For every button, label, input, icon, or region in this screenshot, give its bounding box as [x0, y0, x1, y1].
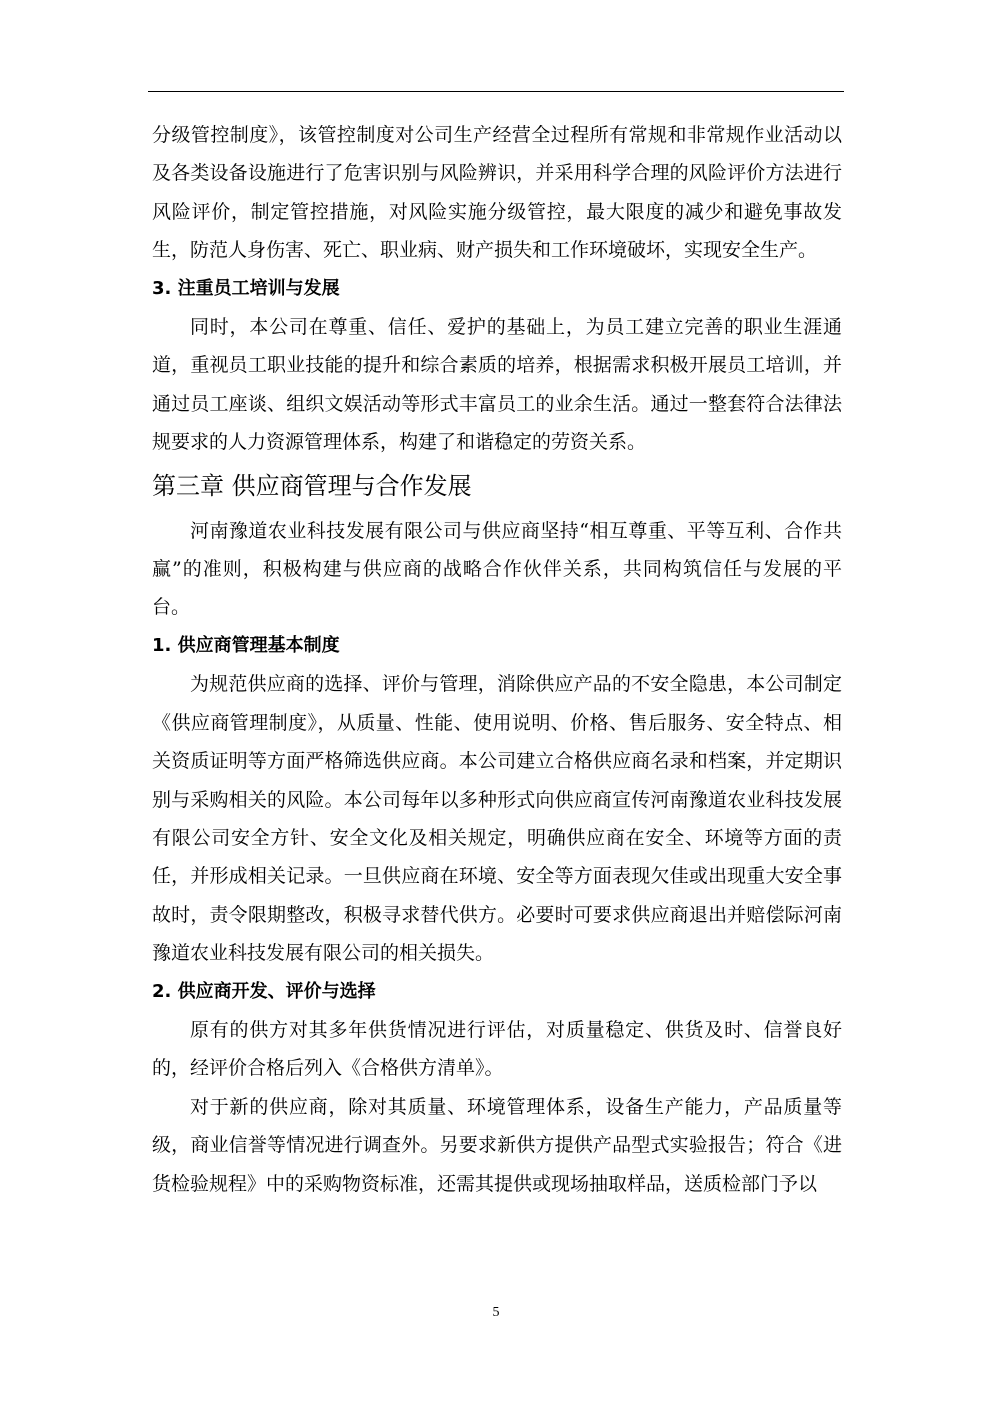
section-heading-supplier-system: 1. 供应商管理基本制度	[152, 634, 340, 656]
header-rule	[148, 91, 844, 92]
section-heading-supplier-evaluation: 2. 供应商开发、评价与选择	[152, 980, 376, 1002]
paragraph-employee-training: 同时，本公司在尊重、信任、爱护的基础上，为员工建立完善的职业生涯通道，重视员工职业技能的提升和综合素质的培养，根据需求积极开展员工培训，并通过员工座谈、组织文娱活动等形式丰富员工的业余生活。通过一整套符合法律法规要求的人力资源管理体系，构建了和谐稳定的劳资关系。	[152, 316, 842, 454]
paragraph-supplier-system: 为规范供应商的选择、评价与管理，消除供应产品的不安全隐患，本公司制定《供应商管理制度》，从质量、性能、使用说明、价格、售后服务、安全特点、相关资质证明等方面严格筛选供应商。本公司建立合格供应商名录和档案，并定期识别与采购相关的风险。本公司每年以多种形式向供应商宣传河南豫道农业科技发展有限公司安全方针、安全文化及相关规定，明确供应商在安全、环境等方面的责任，并形成相关记录。一旦供应商在环境、安全等方面表现欠佳或出现重大安全事故时，责令限期整改，积极寻求替代供方。必要时可要求供应商退出并赔偿际河南豫道农业科技发展有限公司的相关损失。	[152, 673, 842, 965]
paragraph-supplier-intro: 河南豫道农业科技发展有限公司与供应商坚持“相互尊重、平等互利、合作共赢”的准则，积极构建与供应商的战略合作伙伴关系，共同构筑信任与发展的平台。	[152, 519, 842, 619]
page-number: 5	[492, 1305, 500, 1320]
paragraph-risk-control: 分级管控制度》，该管控制度对公司生产经营全过程所有常规和非常规作业活动以及各类设备设施进行了危害识别与风险辨识，并采用科学合理的风险评价方法进行风险评价，制定管控措施，对风险实施分级管控，最大限度的减少和避免事故发生，防范人身伤害、死亡、职业病、财产损失和工作环境破坏，实现安全生产。	[152, 124, 842, 262]
section-heading-employee-training: 3. 注重员工培训与发展	[152, 277, 340, 299]
paragraph-existing-suppliers: 原有的供方对其多年供货情况进行评估，对质量稳定、供货及时、信誉良好的，经评价合格后列入《合格供方清单》。	[152, 1018, 842, 1080]
page-content	[152, 116, 842, 1203]
paragraph-new-suppliers: 对于新的供应商，除对其质量、环境管理体系，设备生产能力，产品质量等级，商业信誉等情况进行调查外。另要求新供方提供产品型式实验报告；符合《进货检验规程》中的采购物资标准，还需其提供或现场抽取样品，送质检部门予以	[152, 1095, 842, 1195]
chapter-title: 第三章 供应商管理与合作发展	[152, 471, 472, 500]
